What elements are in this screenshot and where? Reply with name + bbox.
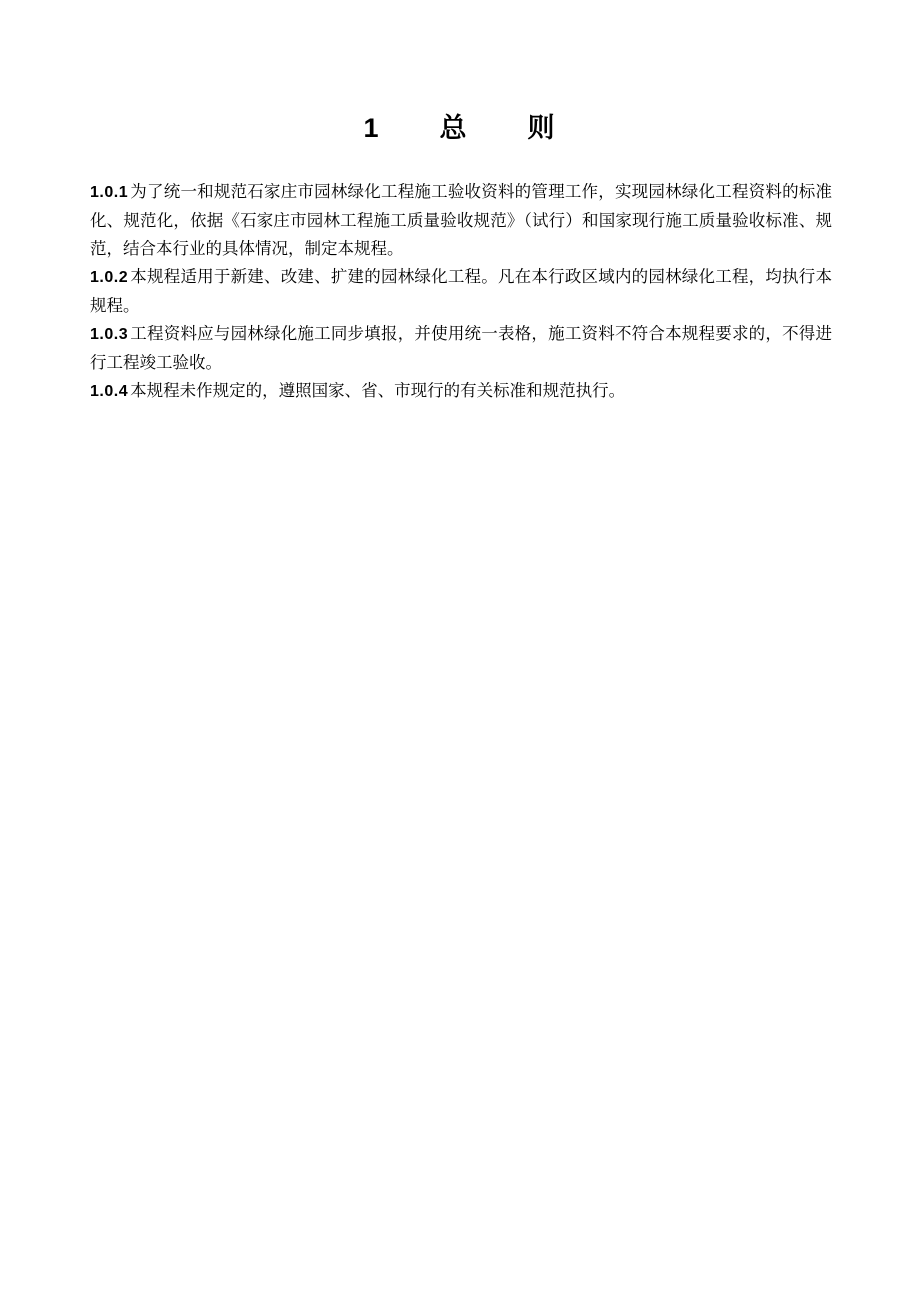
clause-number: 1.0.4: [90, 383, 129, 400]
clause-paragraph: [90, 178, 832, 263]
page-title-number: 1: [363, 113, 381, 143]
page-title: [0, 106, 920, 145]
document-body: [90, 178, 832, 406]
clause-number: 1.0.2: [90, 269, 129, 286]
page-title-text-1: 总: [439, 113, 469, 143]
clause-number: 1.0.3: [90, 326, 129, 343]
clause-text: 工程资料应与园林绿化施工同步填报，并使用统一表格，施工资料不符合本规程要求的，不得进行工程竣工验收。: [90, 324, 832, 372]
clause-paragraph: [90, 377, 832, 406]
clause-text: 本规程适用于新建、改建、扩建的园林绿化工程。凡在本行政区域内的园林绿化工程，均执行本规程。: [90, 267, 832, 315]
clause-paragraph: [90, 263, 832, 320]
clause-paragraph: [90, 320, 832, 377]
clause-text: 本规程未作规定的，遵照国家、省、市现行的有关标准和规范执行。: [130, 381, 626, 400]
clause-text: 为了统一和规范石家庄市园林绿化工程施工验收资料的管理工作，实现园林绿化工程资料的标准化、规范化，依据《石家庄市园林工程施工质量验收规范》（试行）和国家现行施工质量验收标准、规范，结合本行业的具体情况，制定本规程。: [90, 182, 832, 258]
clause-number: 1.0.1: [90, 184, 129, 201]
page-title-text-2: 则: [527, 113, 557, 143]
